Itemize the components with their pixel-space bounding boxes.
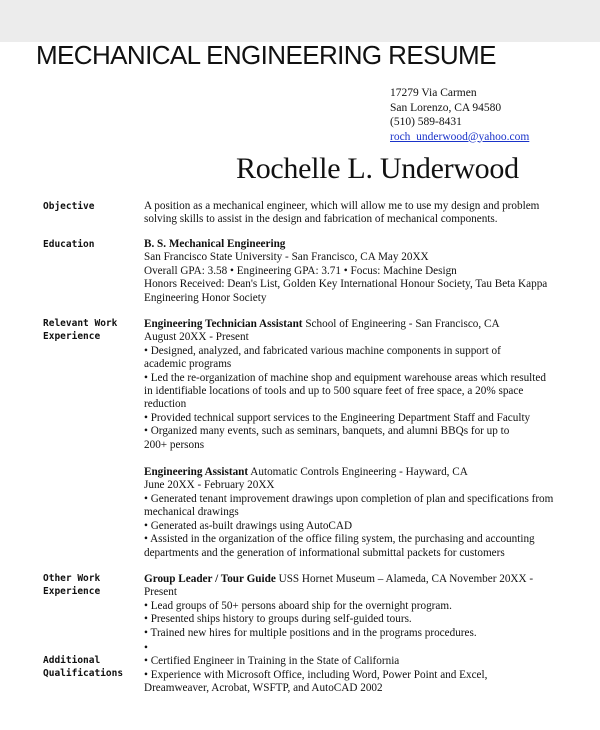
contact-phone: (510) 589-8431 bbox=[390, 116, 462, 128]
education-section bbox=[144, 238, 584, 305]
qualification-line: Dreamweaver, Acrobat, WSFTP, and AutoCAD 2002 bbox=[144, 682, 383, 695]
contact-city: San Lorenzo, CA 94580 bbox=[390, 101, 502, 114]
additional-section bbox=[144, 642, 584, 696]
additional-label-line: Additional bbox=[43, 655, 101, 666]
job-line: • Provided technical support services to the Engineering Department Staff and Faculty bbox=[144, 411, 531, 424]
qualification-line: • Certified Engineer in Training in the State of California bbox=[144, 655, 400, 668]
relevant-experience-label bbox=[43, 317, 117, 343]
objective-line: A position as a mechanical engineer, which will allow me to use my design and problem bbox=[144, 200, 540, 212]
job-line: August 20XX - Present bbox=[144, 331, 249, 344]
relevant-experience-section bbox=[144, 318, 584, 560]
job-line: Present bbox=[144, 586, 177, 599]
additional-label-line: Qualifications bbox=[43, 668, 124, 679]
other-experience-label-line: Experience bbox=[43, 586, 101, 597]
degree-title: B. S. Mechanical Engineering bbox=[144, 238, 286, 250]
education-line: San Francisco State University - San Francisco, CA May 20XX bbox=[144, 251, 429, 264]
job-heading bbox=[144, 318, 584, 331]
additional-label bbox=[43, 654, 123, 680]
job-line: June 20XX - February 20XX bbox=[144, 479, 275, 492]
qualification-line: • bbox=[144, 642, 148, 654]
job-heading bbox=[144, 573, 584, 586]
qualification-line: • Experience with Microsoft Office, including Word, Power Point and Excel, bbox=[144, 668, 488, 681]
job-line: academic programs bbox=[144, 358, 232, 371]
job-title: Engineering Assistant bbox=[144, 466, 249, 479]
top-banner bbox=[0, 0, 600, 42]
job-line: • Organized many events, such as seminars, banquets, and alumni BBQs for up to bbox=[144, 425, 510, 438]
job-employer: USS Hornet Museum – Alameda, CA November 20XX - bbox=[275, 573, 534, 585]
contact-street: 17279 Via Carmen bbox=[390, 87, 477, 99]
job-line: mechanical drawings bbox=[144, 506, 239, 519]
job-title: Engineering Technician Assistant bbox=[144, 318, 303, 330]
education-line: Honors Received: Dean's List, Golden Key International Honour Society, Tau Beta Kappa bbox=[144, 278, 548, 291]
other-experience-label bbox=[43, 572, 100, 598]
job-heading bbox=[144, 466, 584, 479]
relevant-experience-label-line: Relevant Work bbox=[43, 318, 118, 329]
job-employer: School of Engineering - San Francisco, CA bbox=[302, 318, 500, 330]
job-line: • Designed, analyzed, and fabricated various machine components in support of bbox=[144, 344, 501, 357]
job-line: 200+ persons bbox=[144, 438, 205, 451]
objective-line: solving skills to assist in the design and fabrication of mechanical components. bbox=[144, 213, 498, 226]
job-line: • Generated as-built drawings using AutoCAD bbox=[144, 519, 353, 532]
other-experience-section bbox=[144, 573, 584, 640]
objective-section bbox=[144, 200, 584, 227]
job-line: in identifiable locations of tools and up to 500 square feet of free space, a 20% space bbox=[144, 385, 524, 398]
job-line: • Generated tenant improvement drawings upon completion of plan and specifications from bbox=[144, 492, 554, 505]
job-line: • Presented ships history to groups during self-guided tours. bbox=[144, 613, 412, 626]
contact-email-link[interactable]: roch_underwood@yahoo.com bbox=[390, 130, 530, 143]
relevant-experience-label-line: Experience bbox=[43, 331, 101, 342]
contact-block bbox=[390, 86, 529, 144]
candidate-name: Rochelle L. Underwood bbox=[236, 152, 519, 185]
job-employer: Automatic Controls Engineering - Hayward, CA bbox=[248, 466, 468, 479]
job-line: • Lead groups of 50+ persons aboard ship for the overnight program. bbox=[144, 599, 452, 612]
job-line: • Trained new hires for multiple positions and in the programs procedures. bbox=[144, 626, 477, 639]
document-title: MECHANICAL ENGINEERING RESUME bbox=[36, 40, 496, 70]
education-label: Education bbox=[43, 239, 95, 250]
job-line: departments and the generation of informational submittal packets for customers bbox=[144, 546, 505, 559]
education-line: Engineering Honor Society bbox=[144, 291, 267, 304]
objective-label: Objective bbox=[43, 201, 95, 212]
education-line: Overall GPA: 3.58 • Engineering GPA: 3.71 • Focus: Machine Design bbox=[144, 264, 457, 277]
job-line: • Assisted in the organization of the office filing system, the purchasing and accounting bbox=[144, 533, 535, 546]
job-line: • Led the re-organization of machine shop and equipment warehouse areas which resulted bbox=[144, 371, 546, 384]
job-line: reduction bbox=[144, 398, 187, 411]
job-title: Group Leader / Tour Guide bbox=[144, 573, 276, 585]
other-experience-label-line: Other Work bbox=[43, 573, 101, 584]
